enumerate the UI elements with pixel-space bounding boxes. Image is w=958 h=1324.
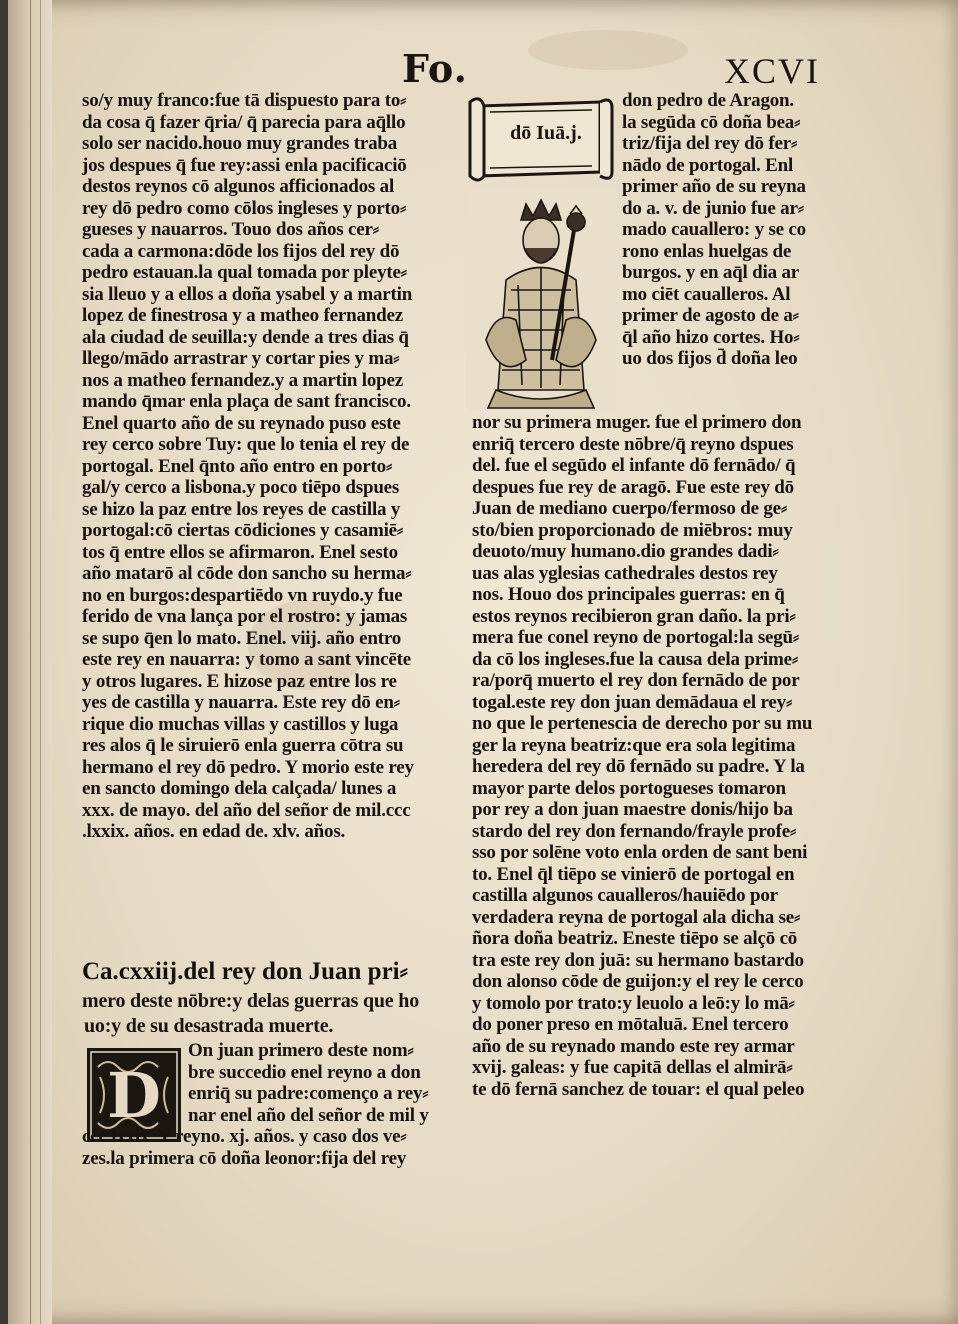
text-line: despues fue rey de aragō. Fue este rey dō [472,476,794,498]
folio-number: XCVI [724,51,820,91]
initial-letter: D [107,1059,161,1132]
text-line: jos despues q̄ fue rey:assi enla pacificaciō [82,154,407,176]
chapter-text-indented [188,1040,478,1126]
text-line: mando q̄mar enla plaça de sant francisco. [82,391,411,412]
text-line: estos reynos recibieron gran daño. la pri⸗ [472,605,796,627]
binding-gutter [8,0,52,1324]
chapter-heading-line: uo:y de su desastrada muerte. [84,1015,334,1037]
text-line: enriq̄ tercero deste nōbre/q̄ reyno dspues [472,433,794,455]
gutter-edge-line [30,0,31,1324]
text-line: pedro estauan.la qual tomada por pleyte⸗ [82,262,407,283]
text-line: gueses y nauarros. Touo dos años cer⸗ [82,219,379,240]
text-line: primer de agosto de a⸗ [622,305,799,326]
chapter-heading-line: Ca.cxxiij.del rey don Juan pri⸗ [82,958,408,985]
text-line: don alonso cōde de guijon:y el rey le cerco [472,971,804,992]
text-line: ra/porq̄ muerto el rey don fernādo de por [472,670,800,691]
text-line: tos q̄ entre ellos se afirmaron. Enel sesto [82,541,398,563]
text-line: heredera del rey dō fernādo su padre. Y la [472,756,805,777]
text-line: la segūda cō doña bea⸗ [622,111,801,133]
text-line: se hizo la paz entre los reyes de castilla y [82,498,401,520]
text-line: mado cauallero: y se co [622,219,806,240]
text-line: On juan primero deste nom⸗ [188,1040,414,1061]
text-line: por rey a don juan maestre donis/hijo ba [472,799,793,820]
text-line: stardo del rey don fernando/frayle profe⸗ [472,820,797,842]
chapter-heading-line: mero deste nōbre:y delas guerras que ho [82,990,419,1012]
text-line: da cosa q̄ fazer q̄ria/ q̄ parecia para aq̄llo [82,111,406,133]
text-line: en sancto domingo dela calçada/ lunes a [82,778,397,799]
text-line: res alos q̄ le siruierō enla guerra cōtra su [82,735,404,756]
crowned-king-icon [466,190,616,410]
text-line: rey cerco sobre Tuy: que lo tenia el rey de [82,434,410,455]
text-line: rey dō pedro como cōlos ingleses y porto⸗ [82,197,407,219]
text-line: xxx. de mayo. del año del señor de mil.ccc [82,799,411,821]
text-line: y otros lugares. E hizose paz entre los re [82,670,397,692]
banner-caption: dō Iuā.j. [510,122,582,144]
text-line: se supo q̄en lo mato. Enel. viij. año entro [82,627,402,649]
text-line: to. Enel q̄l tiēpo se vinierō de portogal en [472,863,795,885]
text-line: ala ciudad de seuilla:y dende a tres dias q̄ [82,326,409,348]
text-line: no que le pertenescia de derecho por su mu [472,713,813,734]
text-line: año de su reynado mando este rey armar [472,1035,795,1057]
text-line: portogal. Enel q̄nto año entro en porto⸗ [82,455,393,477]
text-line: hermano el rey dō pedro. Y morio este rey [82,756,414,778]
text-line: rique dio muchas villas y castillos y luga [82,713,399,735]
text-line: mayor parte delos portogueses tomaron [472,777,786,799]
text-line: deuoto/muy humano.dio grandes dadi⸗ [472,541,779,562]
text-line: nor su primera muger. fue el primero don [472,412,802,433]
text-line: zes.la primera cō doña leonor:fija del rey [82,1147,407,1169]
text-line: ger la reyna beatriz:que era sola legitima [472,734,796,756]
text-line: da cō los ingleses.fue la causa dela prime⸗ [472,648,798,670]
text-line: triz/fija del rey dō fer⸗ [622,133,798,154]
text-line: sso por solēne voto enla orden de sant beni [472,842,808,863]
text-line: so/y muy franco:fue tā dispuesto para to⸗ [82,90,407,111]
text-line: nādo de portogal. Enl [622,154,794,176]
gutter-edge-line [40,0,41,1324]
text-line: portogal:cō ciertas cōdiciones y casamiē⸗ [82,520,404,541]
text-line: año matarō al cōde don sancho su herma⸗ [82,563,412,584]
text-line: cada a carmona:dōde los fijos del rey dō [82,240,400,262]
text-line: ñora doña beatriz. Eneste tiēpo se alçō cō [472,928,798,949]
page-header [0,40,950,90]
text-line: no en burgos:despartiēdo vn ruydo.y fue [82,584,403,606]
text-line: enriq̄ su padre:començo a rey⸗ [188,1083,429,1104]
text-line: .lxxix. años. en edad de. xlv. años. [82,821,346,842]
text-line: don pedro de Aragon. [622,90,794,111]
text-line: Juan de mediano cuerpo/fermoso de ge⸗ [472,498,788,519]
text-line: q̄l año hizo cortes. Ho⸗ [622,326,800,348]
text-line: uas alas yglesias cathedrales destos rey [472,562,778,584]
text-line: rono enlas huelgas de [622,240,792,262]
text-line: sto/bien proporcionado de miēbros: muy [472,519,793,541]
text-line: primer año de su reyna [622,176,806,197]
text-line: ferido de vna lança por el rostro: y jamas [82,606,408,627]
left-column [82,90,462,843]
text-line: bre succedio enel reyno a don [188,1061,421,1083]
text-line: del. fue el segūdo el infante dō fernādo/ q̄ [472,455,796,476]
text-line: uo dos fijos d̄ doña leo [622,348,798,369]
text-line: xvij. galeas: y fue capitā dellas el almirā⸗ [472,1057,793,1078]
right-column-top [622,90,827,370]
text-line: gal/y cerco a lisbona.y poco tiēpo dspues [82,477,400,498]
chapter-text-full [82,1126,462,1169]
folio-label: Fo. [402,46,468,91]
text-line: nar enel año del señor de mil y [188,1104,429,1126]
text-line: do a. v. de junio fue ar⸗ [622,197,804,219]
text-line: sia lleuo y a ellos a doña ysabel y a martin [82,283,413,305]
right-column [472,412,827,1100]
text-line: verdadera reyna de portogal ala dicha se⸗ [472,906,801,928]
text-line: tra este rey don juā: su hermano bastardo [472,949,804,971]
text-line: solo ser nacido.houo muy grandes traba [82,133,398,154]
text-line: burgos. y en aq̄l dia ar [622,262,799,283]
text-line: llego/mādo arrastrar y cortar pies y ma⸗ [82,348,400,369]
text-line: destos reynos cō algunos afficionados al [82,176,395,197]
text-line: Enel quarto año de su reynado puso este [82,412,401,434]
text-line: te dō fernā sanchez de touar: el qual peleo [472,1078,805,1100]
text-line: do poner preso en mōtaluā. Enel tercero [472,1014,789,1035]
text-line: nos a matheo fernandez.y a martin lopez [82,369,403,391]
text-line: y tomolo por trato:y leuolo a leō:y lo mā⸗ [472,992,795,1014]
text-line: nos. Houo dos principales guerras: en q̄ [472,584,785,605]
text-line: castilla algunos caualleros/hauiēdo por [472,885,778,906]
chapter-heading [82,955,462,1039]
text-line: lopez de finestrosa y a matheo fernandez [82,305,403,326]
text-line: yes de castilla y nauarra. Este rey dō en⸗ [82,692,400,713]
text-line: este rey en nauarra: y tomo a sant vincēte [82,649,411,670]
text-line: ccc.lxxix. Y reyno. xj. años. y caso dos ve⸗ [82,1126,407,1147]
text-line: mo ciēt caualleros. Al [622,283,791,305]
text-line: mera fue conel reyno de portogal:la segū⸗ [472,627,800,648]
text-line: togal.este rey don juan demādaua el rey⸗ [472,691,793,713]
